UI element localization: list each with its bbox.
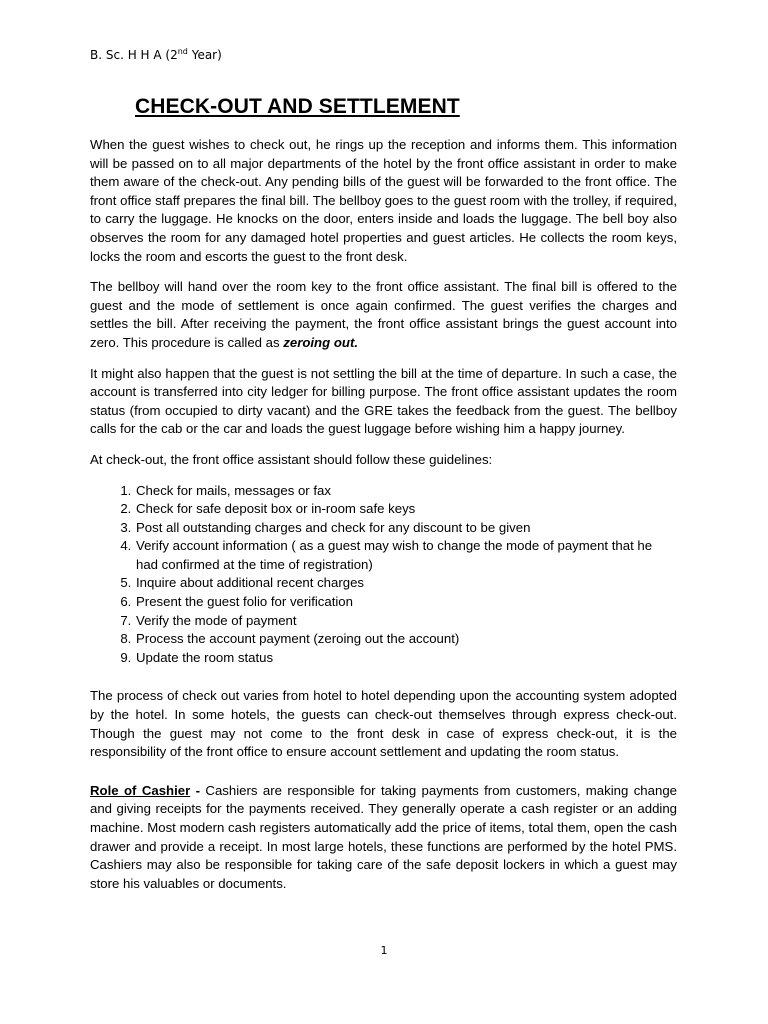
paragraph-express-checkout: The process of check out varies from hotel to hotel depending upon the accounting system adopted by the hotel. In some hotels, the guests can check-out themselves through express check-out. Though the guest may not come to the front desk in case of express check-out, it is the responsibility of the front office to ensure account settlement and updating the room status. — [90, 688, 677, 760]
paragraph-city-ledger: It might also happen that the guest is not settling the bill at the time of departure. In such a case, the account is transferred into city ledger for billing purpose. The front office assistant updates the room status (from occupied to dirty vacant) and the GRE takes the feedback from the guest. The bellboy calls for the cab or the car and loads the guest luggage before wishing him a happy journey. — [90, 365, 677, 437]
guideline-item: 2. Check for safe deposit box or in-room safe keys — [135, 500, 677, 519]
role-of-cashier-heading: Role of Cashier — [90, 782, 191, 798]
guideline-item: 1. Check for mails, messages or fax — [135, 482, 677, 501]
role-of-cashier-text: Cashiers are responsible for taking payments from customers, making change and giving receipts for the payments received. They generally operate a cash register or an adding machine. Most modern cash registers automatically add the price of items, total them, open the cash drawer and provide a receipt. In most large hotels, these functions are performed by the hotel PMS. Cashiers may also be responsible for taking care of the safe deposit lockers in which a guest may store his valuables or documents. — [90, 782, 677, 891]
paragraph-guidelines-intro: At check-out, the front office assistant should follow these guidelines: — [90, 451, 493, 467]
guideline-item: 3. Post all outstanding charges and check for any discount to be given — [135, 519, 677, 538]
header-ordinal: nd — [177, 47, 188, 56]
guidelines-list-wrap — [90, 482, 677, 668]
header-year: Year) — [187, 48, 222, 62]
guideline-item: 9. Update the room status — [135, 649, 677, 668]
page-header — [90, 47, 222, 62]
paragraph-final-bill — [90, 278, 677, 352]
document-body — [90, 136, 677, 905]
zeroing-out-emphasis: zeroing out. — [283, 334, 359, 350]
guideline-item: 4. Verify account information ( as a guest may wish to change the mode of payment that he had confirmed at the time of registration) — [135, 537, 677, 574]
header-course: B. Sc. H H A (2 — [90, 48, 178, 62]
paragraph-checkout-intro: When the guest wishes to check out, he rings up the reception and informs them. This information will be passed on to all major departments of the hotel by the front office assistant in order to make them aware of the check-out. Any pending bills of the guest will be forwarded to the front office. The front office staff prepares the final bill. The bellboy goes to the guest room with the trolley, if required, to carry the luggage. He knocks on the door, enters inside and loads the luggage. The bell boy also observes the room for any damaged hotel properties and guest articles. He collects the room keys, locks the room and escorts the guest to the front desk. — [90, 137, 677, 264]
page-title: CHECK-OUT AND SETTLEMENT — [135, 95, 460, 118]
page-number: 1 — [380, 944, 388, 957]
paragraph-final-bill-text: The bellboy will hand over the room key to the front office assistant. The final bill is offered to the guest and the mode of settlement is once again confirmed. The guest verifies the charges and settles the bill. After receiving the payment, the front office assistant brings the guest account into zero. This procedure is called as — [90, 279, 677, 350]
role-dash: - — [190, 782, 206, 798]
guideline-item: 8. Process the account payment (zeroing out the account) — [135, 630, 677, 649]
guideline-item: 5. Inquire about additional recent charges — [135, 574, 677, 593]
guideline-item: 6. Present the guest folio for verification — [135, 593, 677, 612]
guidelines-list — [90, 482, 677, 668]
paragraph-role-of-cashier — [90, 782, 677, 894]
guideline-item: 7. Verify the mode of payment — [135, 612, 677, 631]
